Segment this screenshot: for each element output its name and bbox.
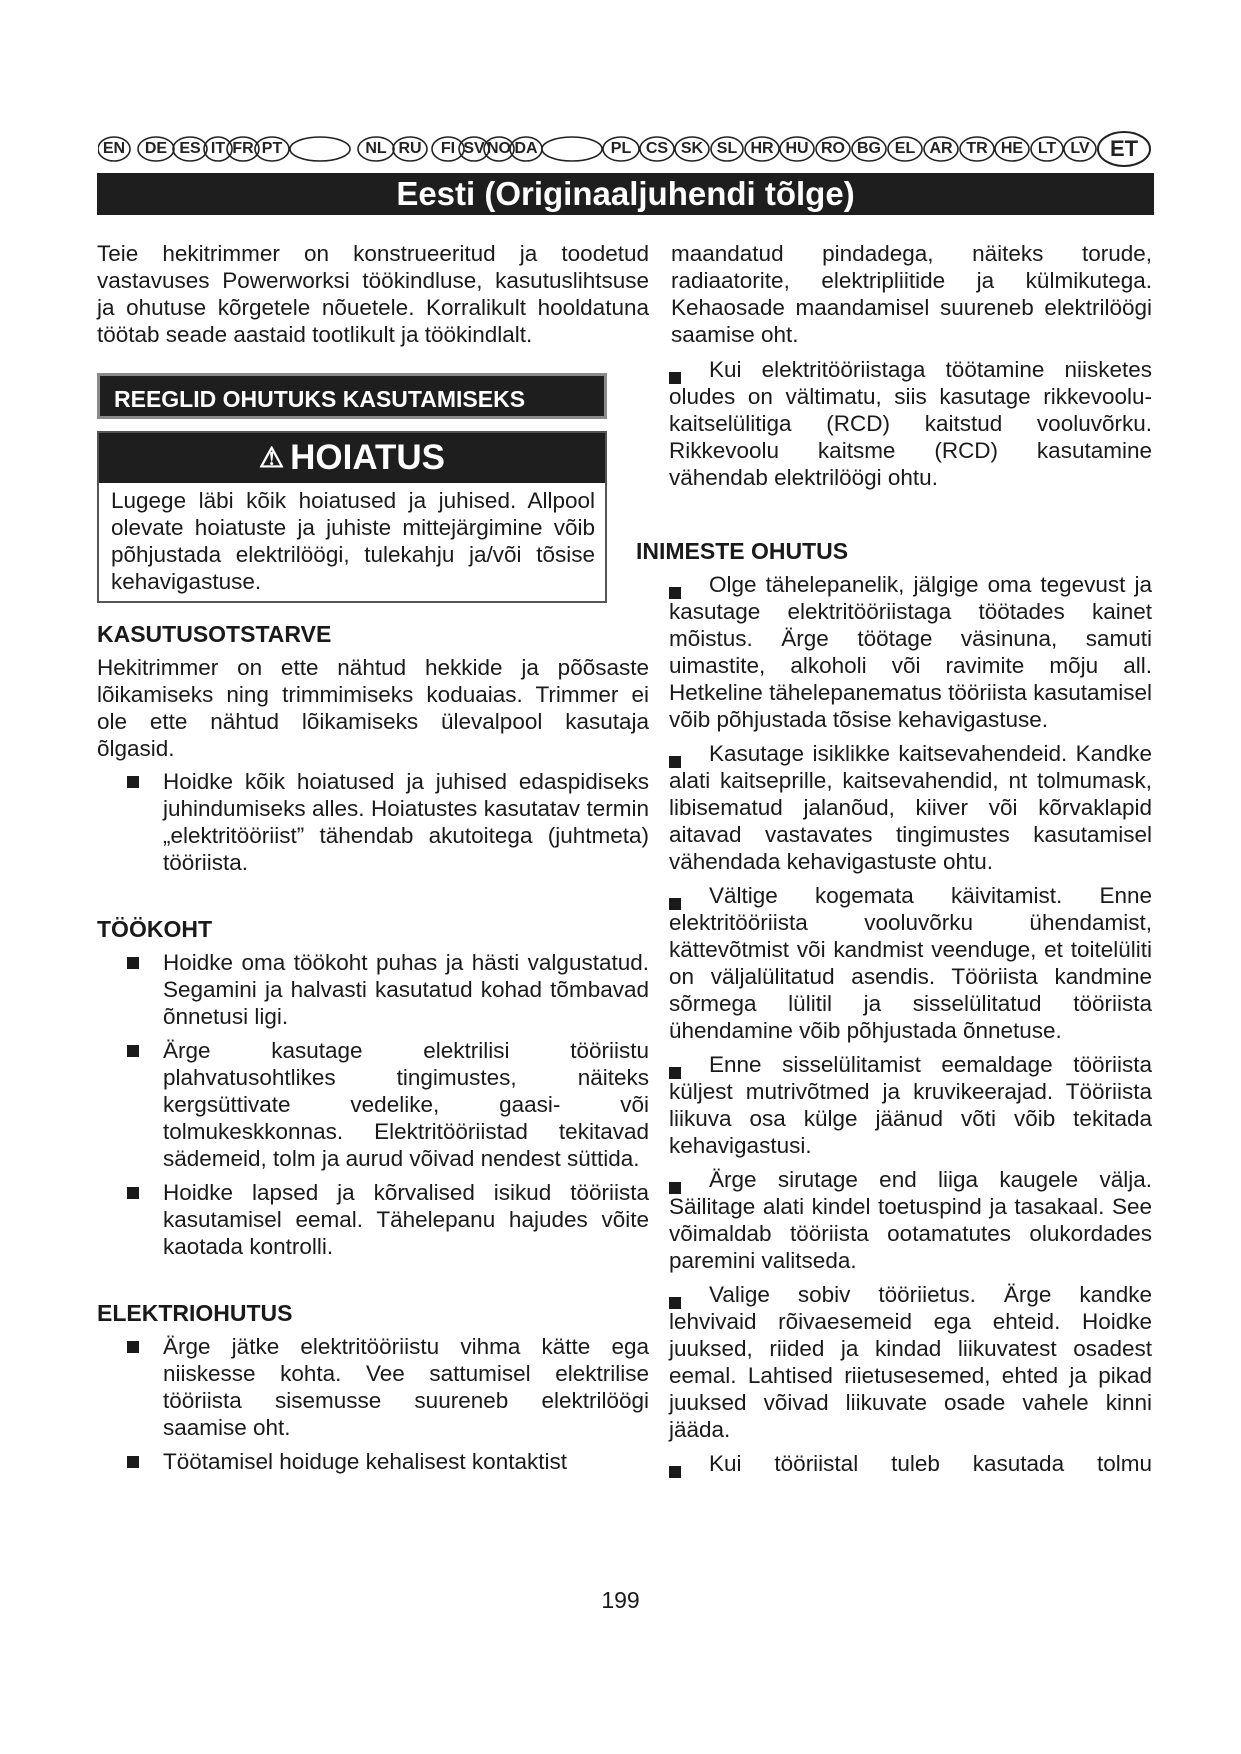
lang-tab-de[interactable]: DE xyxy=(144,140,168,157)
lang-tab-da[interactable]: DA xyxy=(514,140,538,157)
bullet-square-icon xyxy=(669,1297,681,1309)
lang-tab-nl[interactable]: NL xyxy=(365,140,387,157)
list-item xyxy=(669,571,1152,733)
bullet-square-icon xyxy=(669,1182,681,1194)
list-item xyxy=(669,740,1152,875)
list-item xyxy=(97,1333,649,1441)
lang-tab-pl[interactable]: PL xyxy=(610,140,632,157)
list-item xyxy=(669,1051,1152,1159)
intro-paragraph: Teie hekitrimmer on konstrueeritud ja toodetud vastavuses Powerworksi töökindluse, kasutuslihtsuse ja ohutuse kõrgetele nõuetele. Korralikult hooldatuna töötab seade aastaid tootlikult ja töökindlalt. xyxy=(97,241,649,347)
list-item-text: Töötamisel hoiduge kehalisest kontaktist xyxy=(163,1449,567,1474)
list-item-text: Ärge jätke elektritööriistu vihma kätte ega niiskesse kohta. Vee sattumisel elektrilise tööriista sisemusse suureneb elektrilöögi saamise oht. xyxy=(163,1334,649,1440)
electrical-safety-heading: ELEKTRIOHUTUS xyxy=(97,1300,293,1326)
bullet-square-icon xyxy=(669,756,681,768)
lang-tab-ro[interactable]: RO xyxy=(821,140,845,157)
page-number: 199 xyxy=(601,1587,640,1613)
lang-tab-pt[interactable]: PT xyxy=(261,140,283,157)
right-column xyxy=(636,240,1152,1484)
lang-tab-lv[interactable]: LV xyxy=(1070,140,1090,157)
lang-tab-no[interactable]: NO xyxy=(487,140,511,157)
lang-tab-es[interactable]: ES xyxy=(179,140,201,157)
warning-triangle-icon: ⚠ xyxy=(258,442,285,473)
list-item-text: Kasutage isiklikke kaitsevahendeid. Kandke alati kaitseprille, kaitsevahendid, nt tolmumask, libisematud jalanõud, kiiver või kõrvaklapid aitavad vastavates tingimustes kasutamisel vähendada kehavigastuste ohtu. xyxy=(669,741,1152,874)
lang-tab-sk[interactable]: SK xyxy=(680,140,704,157)
lang-tab-tr[interactable]: TR xyxy=(966,140,988,157)
lang-tab-hr[interactable]: HR xyxy=(750,140,774,157)
list-item-text: Enne sisselülitamist eemaldage tööriista küljest mutrivõtmed ja kruvikeerajad. Tööriista liikuva osa külge jäänud võti võib tekitada kehavigastusi. xyxy=(669,1052,1152,1158)
list-item-text: Ärge sirutage end liiga kaugele välja. Säilitage alati kindel toetuspind ja tasakaal. See võimaldab tööriista ootamatutes olukordades paremini valitseda. xyxy=(669,1167,1152,1273)
intended-use-text: Hekitrimmer on ette nähtud hekkide ja põõsaste lõikamiseks ning trimmimiseks koduaias. Trimmer ei ole ette nähtud lõikamiseks ülevalpool kasutaja õlgasid. xyxy=(97,655,649,761)
bullet-square-icon xyxy=(127,1341,139,1353)
language-tab-row xyxy=(98,131,1152,169)
list-item-text: Ärge kasutage elektrilisi tööriistu plahvatusohtlikes tingimustes, näiteks kergsüttivate vedelike, gaasi- või tolmukeskkonnas. Elektritööriistad tekitavad sädemeid, tolm ja aurud võivad nendest süttida. xyxy=(163,1038,649,1171)
list-item xyxy=(97,1179,649,1260)
lang-tab-he[interactable]: HE xyxy=(1000,140,1024,157)
lang-tab-fi[interactable]: FI xyxy=(440,140,456,157)
bullet-square-icon xyxy=(127,1045,139,1057)
list-item xyxy=(669,1166,1152,1274)
list-item-text: Hoidke oma töökoht puhas ja hästi valgustatud. Segamini ja halvasti kasutatud kohad tõmbavad õnnetusi ligi. xyxy=(163,950,649,1029)
bullet-square-icon xyxy=(127,1187,139,1199)
page-title: Eesti (Originaaljuhendi tõlge) xyxy=(97,173,1154,215)
lang-tab-sv[interactable]: SV xyxy=(463,140,485,157)
lang-tab-it[interactable]: IT xyxy=(210,140,226,157)
bullet-square-icon xyxy=(669,898,681,910)
bullet-square-icon xyxy=(127,957,139,969)
list-item xyxy=(669,1281,1152,1443)
lang-tab-et-active[interactable]: ET xyxy=(1109,136,1139,161)
bullet-square-icon xyxy=(669,1466,681,1478)
list-item xyxy=(669,1450,1152,1477)
list-item xyxy=(97,1037,649,1172)
list-item-text: Hoidke lapsed ja kõrvalised isikud tööriista kasutamisel eemal. Tähelepanu hajudes võite kaotada kontrolli. xyxy=(163,1180,649,1259)
lang-tab-fr[interactable]: FR xyxy=(232,140,254,157)
bullet-square-icon xyxy=(669,372,681,384)
list-item xyxy=(97,949,649,1030)
lang-tab-el[interactable]: EL xyxy=(894,140,916,157)
personal-safety-heading: INIMESTE OHUTUS xyxy=(636,538,849,564)
bullet-square-icon xyxy=(669,1067,681,1079)
bullet-square-icon xyxy=(127,776,139,788)
list-item-text: Olge tähelepanelik, jälgige oma tegevust ja kasutage elektritööriistaga töötades kainet mõistus. Ärge töötage väsinuna, samuti uimastite, alkoholi või ravimite mõju all. Hetkeline tähelepanematus tööriista kasutamisel võib põhjustada tõsise kehavigastuse. xyxy=(669,572,1152,732)
bullet-square-icon xyxy=(127,1456,139,1468)
lang-tab-lt[interactable]: LT xyxy=(1037,140,1057,157)
lang-tab-ru[interactable]: RU xyxy=(398,140,422,157)
warning-box xyxy=(97,431,607,603)
list-item-text: Vältige kogemata käivitamist. Enne elektritööriista vooluvõrku ühendamist, kättevõtmist või kandmist veenduge, et toitelüliti on väljalülitatud asendis. Tööriista kandmine sõrmega lülitil ja sisselülitatud tööriista ühendamine võib põhjustada õnnetuse. xyxy=(669,883,1152,1043)
lang-tab-bg[interactable]: BG xyxy=(857,140,881,157)
warning-text: Lugege läbi kõik hoiatused ja juhised. Allpool olevate hoiatuste ja juhiste mittejärgimine võib põhjustada elektrilöögi, tulekahju ja/või tõsise kehavigastuse. xyxy=(111,488,595,594)
list-item-text: Kui elektritööriistaga töötamine niisketes oludes on vältimatu, siis kasutage rikkevoolu-kaitselülitiga (RCD) kaitstud vooluvõrku. Rikkevoolu kaitsme (RCD) kasutamine vähendab elektrilöögi ohtu. xyxy=(669,357,1152,490)
work-area-heading: TÖÖKOHT xyxy=(97,916,212,942)
intended-use-heading: KASUTUSOTSTARVE xyxy=(97,621,332,647)
lang-tab-en[interactable]: EN xyxy=(102,140,126,157)
list-item xyxy=(669,882,1152,1044)
list-item-text: Valige sobiv tööriietus. Ärge kandke lehvivaid rõivaesemeid ega ehteid. Hoidke juuksed, riided ja kindad liikuvatest osadest eemal. Lahtised riietusesemed, ehted ja pikad juuksed võivad liikuvate osade vahele kinni jääda. xyxy=(669,1282,1152,1442)
warning-title: HOIATUS xyxy=(290,438,445,477)
list-item xyxy=(97,768,649,876)
list-item-text: Hoidke kõik hoiatused ja juhised edaspidiseks juhindumiseks alles. Hoiatustes kasutatav termin „elektritööriist” tähendab akutoitega (juhtmeta) tööriista. xyxy=(163,769,649,875)
lang-tab-cs[interactable]: CS xyxy=(645,140,669,157)
list-item xyxy=(669,356,1152,491)
bullet-square-icon xyxy=(669,587,681,599)
lang-tab-ar[interactable]: AR xyxy=(929,140,953,157)
rules-heading: REEGLID OHUTUKS KASUTAMISEKS xyxy=(97,373,607,419)
warning-header xyxy=(99,433,605,483)
left-column xyxy=(97,240,649,1482)
lang-tab-sl[interactable]: SL xyxy=(716,140,738,157)
list-item-text: Kui tööriistal tuleb kasutada tolmu xyxy=(709,1451,1152,1476)
continued-paragraph: maandatud pindadega, näiteks torude, radiaatorite, elektripliitide ja külmikutega. Kehaosade maandamisel suureneb elektrilöögi saamise oht. xyxy=(671,241,1152,347)
lang-tab-hu[interactable]: HU xyxy=(785,140,809,157)
list-item xyxy=(97,1448,649,1475)
